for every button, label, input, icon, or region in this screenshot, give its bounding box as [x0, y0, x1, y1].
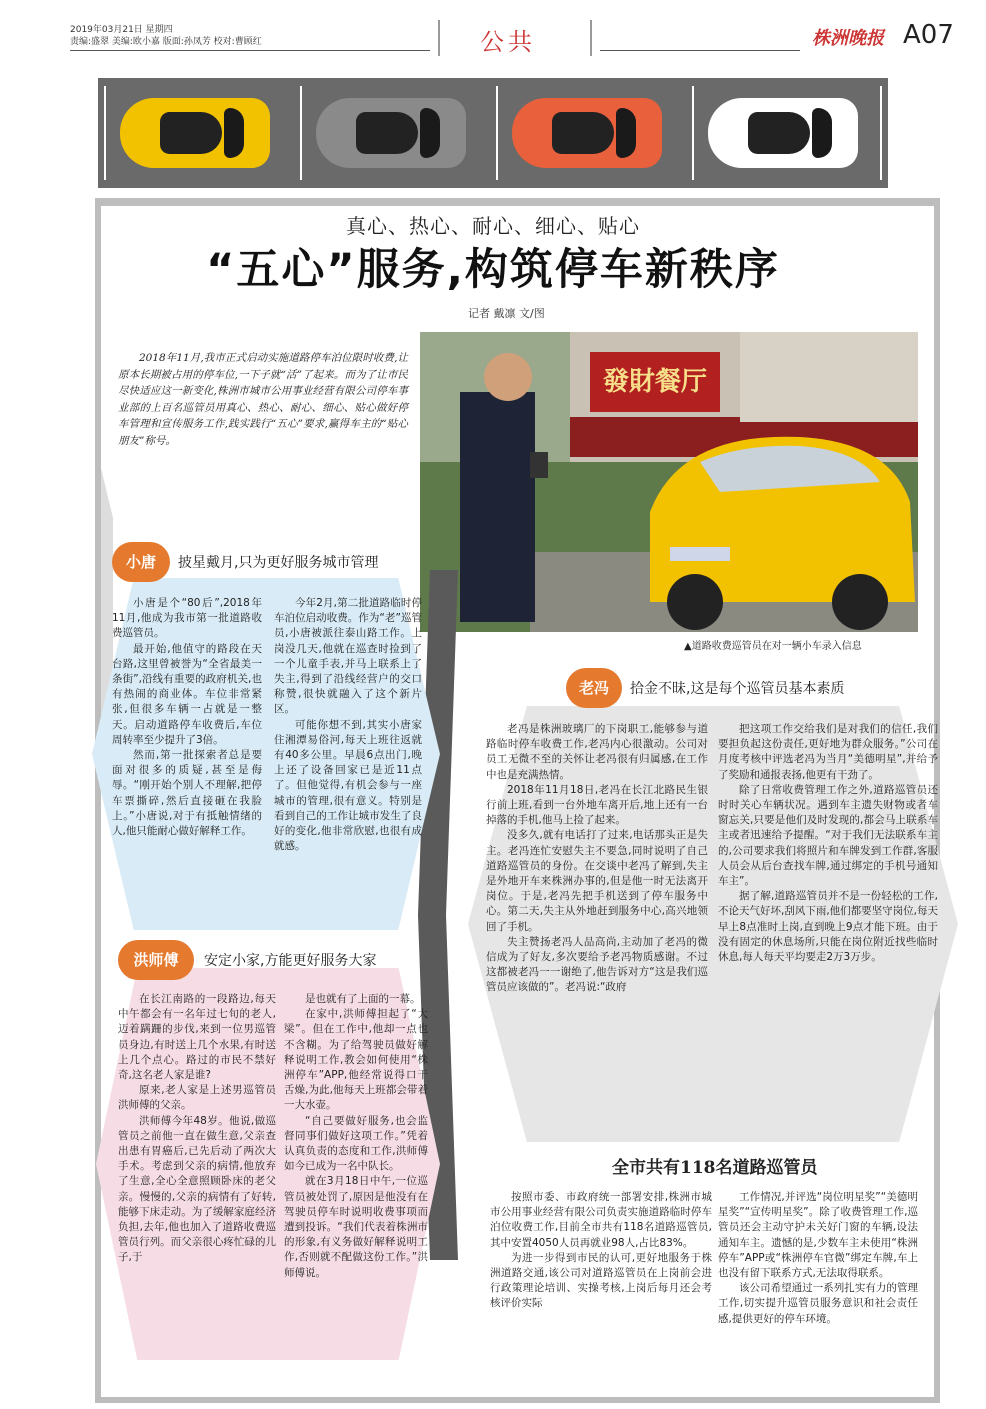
header-rule-left [70, 50, 430, 51]
header-rule-right [600, 50, 800, 51]
photo-caption: ▲道路收费巡管员在对一辆小车录入信息 [684, 641, 862, 652]
hong-badge: 洪师傅 [118, 940, 194, 980]
white-car-icon [708, 98, 858, 168]
header-divider-left [438, 20, 440, 56]
laofeng-column-1: 老冯是株洲玻璃厂的下岗职工,能够参与道路临时停车收费工作,老冯内心很激动。公司对员工无微不至的关怀让老冯很有归属感,在工作中也是充满热情。 2018年11月18日,老冯在长江北路民生银行前上班,看到一台外地车离开后,地上还有一台掉落的手机,他马上捡了起来。 没多久,就有电话打了过来,电话那头正是失主。老冯连忙安慰失主不要急,同时说明了自己道路巡管员的身份。在交谈中老冯了解到,失主是外地开车来株洲办事的,但是他一时无法离开岗位。于是,老冯先把手机送到了停车服务中心。第二天,失主从外地赶到服务中心,高兴地领回了手机。 失主赞扬老冯人品高尚,主动加了老冯的微信成为了好友,多次要给予老冯物质感谢。不过这都被老冯一一谢绝了,他告诉对方“这是我们巡管员应该做的”。老冯说:“政府 [486, 723, 708, 994]
xiaotang-headline: 披星戴月,只为更好服务城市管理 [178, 555, 379, 571]
summary-title: 全市共有118名道路巡管员 [612, 1158, 818, 1178]
parking-line [300, 86, 302, 180]
parking-line [496, 86, 498, 180]
header-divider-right [590, 20, 592, 56]
issue-date: 2019年03月21日 星期四 [70, 25, 173, 35]
laofeng-badge: 老冯 [566, 668, 622, 708]
grey-car-icon [316, 98, 466, 168]
editor-credits: 责编:盛翠 美编:欧小嘉 版面:孙凤芳 校对:曹顾红 [70, 37, 262, 47]
article-title: “五心”服务,构筑停车新秩序 [206, 245, 780, 295]
photo-illustration [420, 332, 918, 632]
intro-paragraph: 2018年11月,我市正式启动实施道路停车泊位限时收费,让原本长期被占用的停车位,一下子就“活”了起来。而为了让市民尽快适应这一新变化,株洲市城市公用事业经营有限公司停车事业部的上百名巡管员用真心、热心、耐心、细心、贴心做好停车管理和宣传服务工作,践实践行“五心”要求,赢得车主的“贴心朋友”称号。 [118, 352, 408, 447]
news-photo [420, 332, 918, 632]
hong-column-2: 是也就有了上面的一幕。 在家中,洪师傅担起了“大梁”。但在工作中,他却一点也不含糊。为了给驾驶员做好解释说明工作,教会如何使用“株洲停车”APP,他经常说得口干舌燥,为此,他每天上班都会带着一大水壶。 “自己要做好服务,也会监督同事们做好这项工作。”凭着认真负责的态度和工作,洪师傅如今已成为一名中队长。 就在3月18日中午,一位巡管员被处罚了,原因是他没有在驾驶员停车时说明收费事项而遭到投诉。“我们代表着株洲市的形象,有义务做好解释说明工作,否则就不配做这份工作。”洪师傅说。 [284, 993, 428, 1279]
hong-column-1: 在长江南路的一段路边,每天中午都会有一名年过七旬的老人,迈着蹒跚的步伐,来到一位男巡管员身边,有时送上几个水果,有时送上几个点心。路过的市民不禁好奇,这名老人家是谁? 原来,老人家是上述男巡管员洪师傅的父亲。 洪师傅今年48岁。他说,做巡管员之前他一直在做生意,父亲查出患有胃癌后,已先后动了两次大手术。考虑到父亲的病情,他放弃了生意,全心全意照顾卧床的老父亲。慢慢的,父亲的病情有了好转,能够下床走动。为了缓解家庭经济负担,去年,他也加入了道路收费巡管员行列。而父亲很心疼忙碌的儿子,于 [118, 993, 276, 1264]
summary-column-1: 按照市委、市政府统一部署安排,株洲市城市公用事业经营有限公司负责实施道路临时停车泊位收费工作,目前全市共有118名道路巡管员,其中安置4050人员再就业98人,占比83%。 为进一步得到市民的认可,更好地服务于株洲道路交通,该公司对道路巡管员在上岗前会进行政策理论培训、实操考核,上岗后每月还会考核评价实际 [490, 1191, 712, 1310]
newspaper-logo: 株洲晚报 [812, 28, 884, 49]
article-subtitle: 真心、热心、耐心、细心、贴心 [346, 214, 640, 238]
byline: 记者 戴凛 文/图 [468, 307, 545, 320]
xiaotang-column-2: 今年2月,第二批道路临时停车泊位启动收费。作为“老”巡管员,小唐被派往泰山路工作。上岗没几天,他就在巡查时捡到了一个儿童手表,并马上联系上了失主,得到了沿线经营户的交口称赞,很快就融入了这个新片区。 可能你想不到,其实小唐家住湘潭易俗河,每天上班往返就有40多公里。早晨6点出门,晚上还了设备回家已是近11点了。但他觉得,有机会参与一座城市的管理,很有意义。特别是看到自己的工作让城市发生了良好的变化,他非常欣慰,也很有成就感。 [274, 597, 422, 853]
orange-car-icon [512, 98, 662, 168]
parking-line [104, 86, 106, 180]
laofeng-headline: 拾金不昧,这是每个巡管员基本素质 [630, 681, 845, 697]
summary-column-2: 工作情况,并评选“岗位明星奖”“美德明星奖”“宣传明星奖”。除了收费管理工作,巡管员还会主动守护未关好门窗的车辆,设法通知车主。遗憾的是,少数车主未使用“株洲停车”APP或“株洲停车官微”绑定车牌,车上也没有留下联系方式,无法取得联系。 该公司希望通过一系列扎实有力的管理工作,切实提升巡管员服务意识和社会责任感,提供更好的停车环境。 [718, 1191, 918, 1325]
laofeng-column-2: 把这项工作交给我们是对我们的信任,我们要担负起这份责任,更好地为群众服务。”公司在月度考核中评选老冯为当月“美德明星”,并给予了奖励和通报表扬,他更有干劲了。 除了日常收费管理工作之外,道路巡管员还时时关心车辆状况。遇到车主遗失财物或者车窗忘关,只要是他们及时发现的,都会马上联系车主或者迅速给予提醒。“对于我们无法联系车主的,公司要求我们将照片和车牌发到工作群,客服人员会从后台查找车牌,通过绑定的手机号通知车主”。 据了解,道路巡管员并不是一份轻松的工作,不论天气好坏,刮风下雨,他们都要坚守岗位,每天早上8点准时上岗,直到晚上9点才能下班。由于没有固定的休息场所,只能在岗位附近找些临时休息,每人每天平均要走2万3万步。 [718, 723, 939, 964]
restaurant-sign: 發財餐厅 [602, 367, 708, 397]
issue-meta [70, 24, 262, 48]
page-number: A07 [903, 20, 954, 50]
xiaotang-column-1: 小唐是个“80后”,2018年11月,他成为我市第一批道路收费巡管员。 最开始,他值守的路段在天台路,这里曾被誉为“全省最美一条街”,沿线有重要的政府机关,也有热闹的商业体。车位非常紧张,但很多车辆一占就是一整天。启动道路停车收费后,车位周转率至少提升了3倍。 然而,第一批探索者总是要面对很多的质疑,甚至是侮辱。“刚开始个别人不理解,把停车票撕碎,然后直接砸在我脸上。”小唐说,对于有抵触情绪的人,他只能耐心做好解释工作。 [112, 597, 262, 838]
parking-banner [98, 78, 888, 188]
parking-line [692, 86, 694, 180]
xiaotang-badge: 小唐 [112, 542, 170, 582]
parking-line [880, 86, 882, 180]
section-name: 公共 [480, 28, 536, 56]
hong-headline: 安定小家,方能更好服务大家 [204, 953, 377, 969]
yellow-car-icon [120, 98, 270, 168]
